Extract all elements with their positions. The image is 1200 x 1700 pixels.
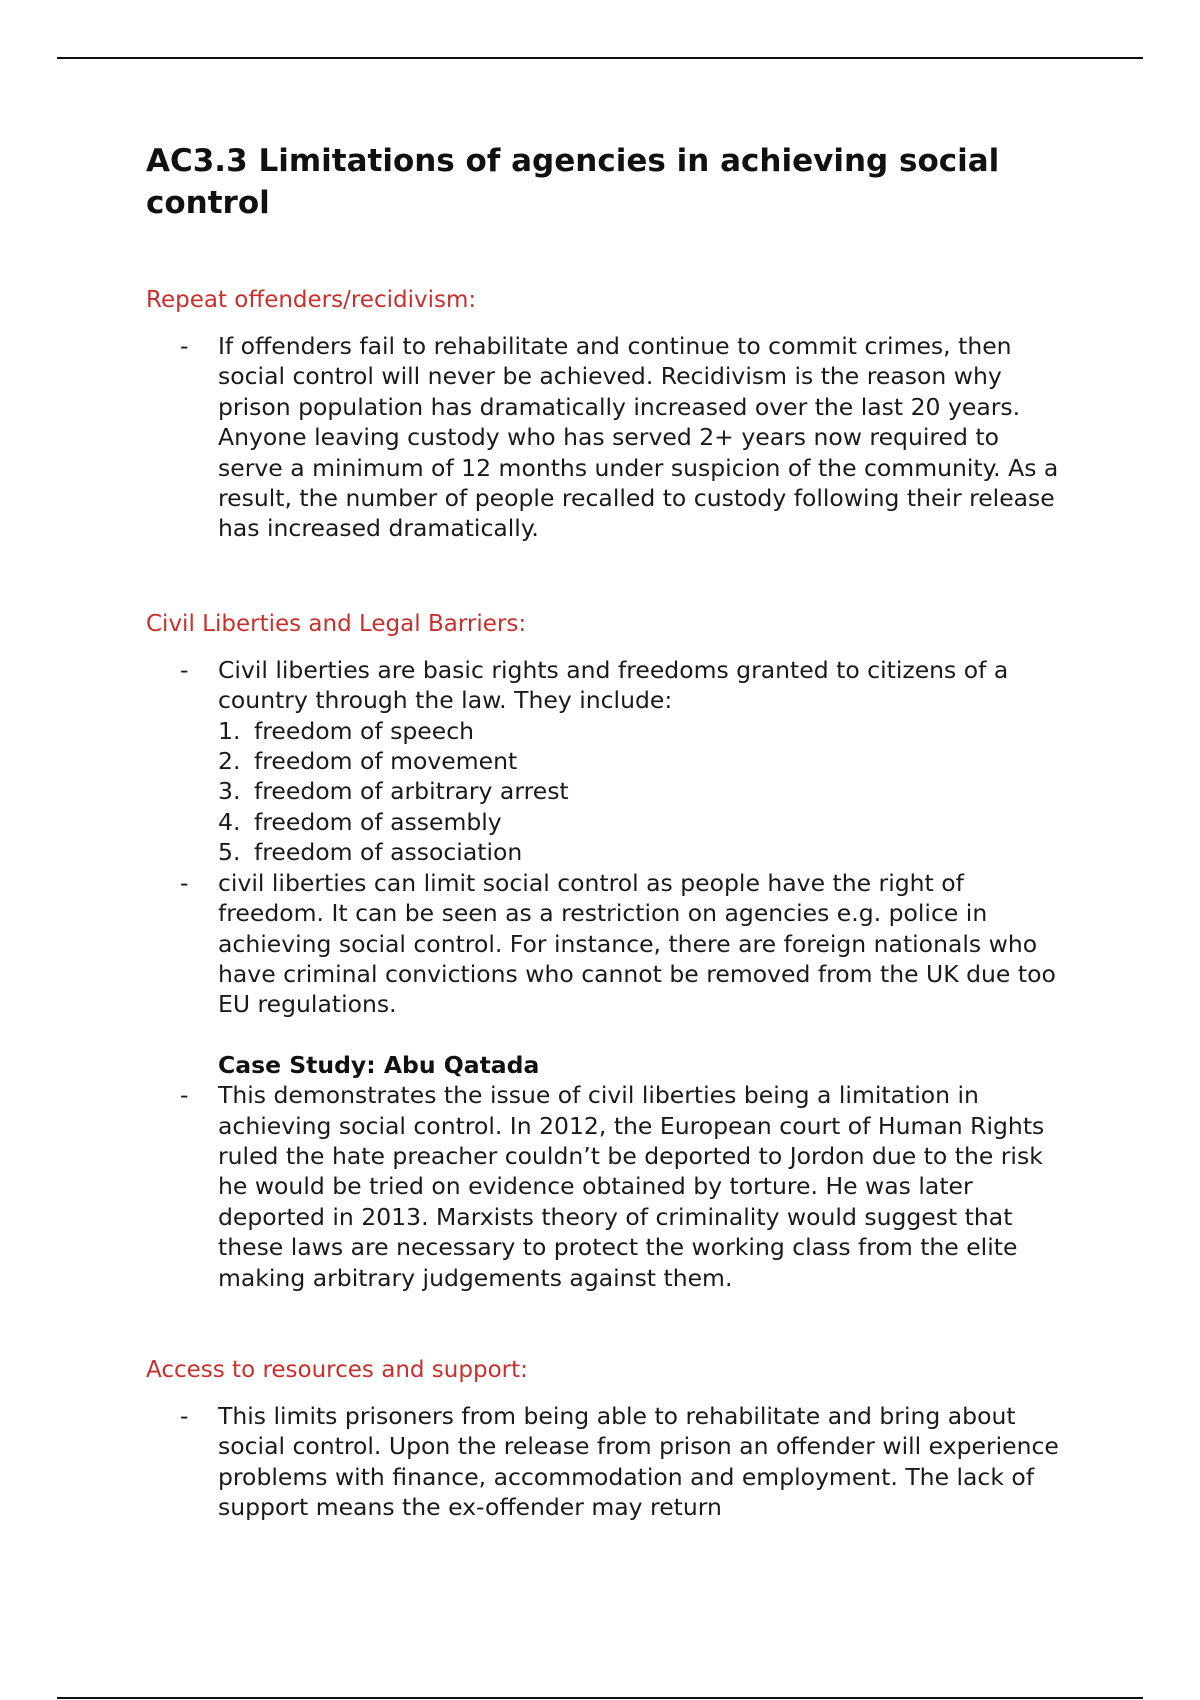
list-item <box>146 331 1066 544</box>
list-item-text: This demonstrates the issue of civil liberties being a limitation in achieving social control. In 2012, the European court of Human Rights ruled the hate preacher couldn’t be deported to Jordon due to the risk he would be tried on evidence obtained by torture. He was later deported in 2013. Marxists theory of criminality would suggest that these laws are necessary to protect the working class from the elite making arbitrary judgements against them. <box>218 1081 1045 1292</box>
section-heading-access-resources: Access to resources and support: <box>146 1356 528 1383</box>
list-item-text: Civil liberties are basic rights and freedoms granted to citizens of a country through the law. They include: <box>218 655 1009 715</box>
freedom-number: 4. <box>218 807 241 836</box>
list-item <box>146 655 1066 868</box>
list-item <box>146 1401 1066 1523</box>
freedom-number: 1. <box>218 716 241 745</box>
freedom-item <box>218 837 1066 867</box>
freedom-item <box>218 807 1066 837</box>
dash-bullet: - <box>180 1081 189 1110</box>
list-item <box>146 868 1066 1020</box>
freedom-text: freedom of speech <box>254 716 475 745</box>
freedom-item <box>218 716 1066 746</box>
dash-bullet: - <box>180 655 189 684</box>
dash-bullet: - <box>180 868 189 897</box>
freedom-text: freedom of assembly <box>254 807 502 836</box>
freedom-item <box>218 776 1066 806</box>
freedom-text: freedom of movement <box>254 747 518 776</box>
dash-bullet: - <box>180 1401 189 1430</box>
list-item <box>146 1080 1066 1293</box>
section-heading-repeat-offenders: Repeat offenders/recidivism: <box>146 287 477 313</box>
dash-bullet: - <box>180 332 189 360</box>
bottom-rule <box>57 1697 1143 1699</box>
top-rule <box>57 57 1143 59</box>
page-title: AC3.3 Limitations of agencies in achieving social control <box>146 143 1000 221</box>
freedom-text: freedom of arbitrary arrest <box>254 777 569 806</box>
list-item-text: This limits prisoners from being able to rehabilitate and bring about social control. Upon the release from prison an offender will experience problems with finance, accommodation and employment. The lack of support means the ex-offender may return <box>218 1401 1059 1522</box>
repeat-offenders-list <box>146 331 1066 544</box>
freedoms-list <box>218 716 1066 868</box>
access-resources-list <box>146 1401 1066 1523</box>
freedom-text: freedom of association <box>254 838 523 867</box>
freedom-number: 3. <box>218 777 241 806</box>
civil-liberties-list <box>146 655 1066 1020</box>
list-item-text: If offenders fail to rehabilitate and continue to commit crimes, then social control will never be achieved. Recidivism is the reason why prison population has dramatically increased over the last 20 years. Anyone leaving custody who has served 2+ years now required to serve a minimum of 12 months under suspicion of the community. As a result, the number of people recalled to custody following their release has increased dramatically. <box>218 332 1059 543</box>
case-study-heading: Case Study: Abu Qatada <box>218 1050 540 1079</box>
list-item-text: civil liberties can limit social control as people have the right of freedom. It can be seen as a restriction on agencies e.g. police in achieving social control. For instance, there are foreign nationals who have criminal convictions who cannot be removed from the UK due too EU regulations. <box>218 868 1056 1019</box>
freedom-item <box>218 746 1066 776</box>
case-study-list <box>146 1080 1066 1293</box>
freedom-number: 2. <box>218 747 241 776</box>
document-body <box>146 140 1066 1523</box>
section-heading-civil-liberties: Civil Liberties and Legal Barriers: <box>146 610 527 637</box>
freedom-number: 5. <box>218 838 241 867</box>
